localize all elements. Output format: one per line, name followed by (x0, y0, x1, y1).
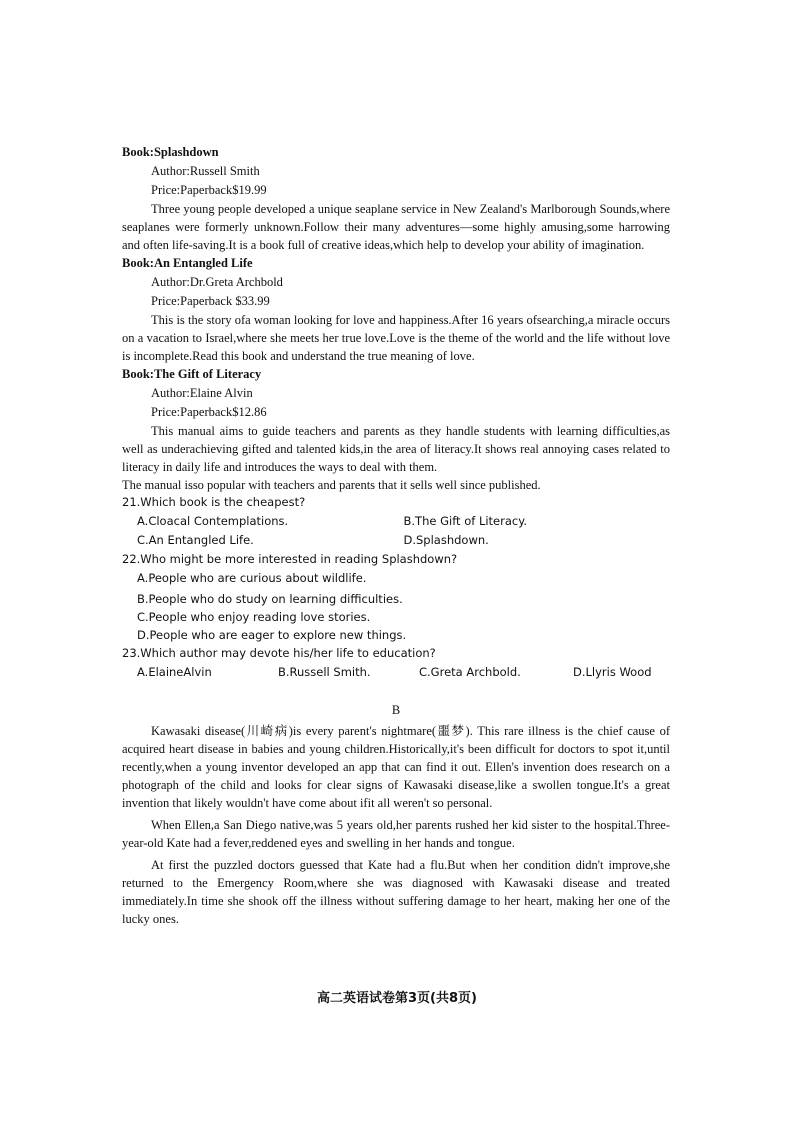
option-row (137, 532, 670, 549)
section-b (122, 703, 670, 928)
exam-page (122, 143, 670, 928)
option-b: B.People who do study on learning difficulties. (137, 592, 403, 606)
book-title: Book:Splashdown (122, 145, 219, 159)
option-c: C.People who enjoy reading love stories. (137, 610, 371, 624)
option-d: D.Llyris Wood (573, 665, 652, 679)
option-a: A.Cloacal Contemplations. (137, 514, 289, 528)
book-price: Price:Paperback$12.86 (151, 405, 267, 419)
book-entry (122, 254, 670, 365)
book-description-extra: The manual isso popular with teachers and parents that it sells well since published. (122, 478, 541, 492)
option-b: B.The Gift of Literacy. (403, 514, 528, 528)
passage-paragraph: Kawasaki disease(川崎病)is every parent's nightmare(噩梦). This rare illness is the chief cause of acquired heart disease in babies and young children.Historically,it's been difficult for doctors to spot it,until recently,when a young inventor developed an app that can find it out. Ellen's invention does research on a photograph of the child and looks for clear signs of Kawasaki disease,like a swollen tongue.It's a great invention that likely wouldn't have come about ifit all weren't so personal. (122, 724, 670, 810)
book-entry (122, 365, 670, 494)
book-price: Price:Paperback $33.99 (151, 294, 270, 308)
book-description: This is the story ofa woman looking for love and happiness.After 16 years ofsearching,a miracle occurs on a vacation to Israel,where she meets her true love.Love is the theme of the world and the life without love is incomplete.Read this book and understand the true meaning of love. (122, 313, 670, 363)
question-stem: 21.Which book is the cheapest? (122, 495, 306, 509)
option-c: C.An Entangled Life. (137, 533, 254, 547)
option-row (137, 513, 670, 530)
option-a: A.ElaineAlvin (137, 665, 212, 679)
question-21 (122, 494, 670, 549)
option-row (137, 664, 670, 681)
question-stem: 22.Who might be more interested in reading Splashdown? (122, 552, 458, 566)
question-stem: 23.Which author may devote his/her life to education? (122, 646, 436, 660)
option-d: D.Splashdown. (403, 533, 489, 547)
option-c: C.Greta Archbold. (419, 665, 521, 679)
book-title: Book:An Entangled Life (122, 256, 253, 270)
question-23 (122, 645, 670, 681)
book-author: Author:Dr.Greta Archbold (151, 275, 283, 289)
book-description: This manual aims to guide teachers and parents as they handle students with learning difficulties,as well as underachieving gifted and talented kids,in the area of literacy.It shows real annoying cases related to literacy in daily life and introduces the ways to deal with them. (122, 424, 670, 474)
option-a: A.People who are curious about wildlife. (137, 571, 367, 585)
passage-paragraph: At first the puzzled doctors guessed that Kate had a flu.But when her condition didn't improve,she returned to the Emergency Room,where she was diagnosed with Kawasaki disease and treated immediately.In time she shook off the illness without suffering damage to her heart, making her one of the lucky ones. (122, 858, 670, 926)
option-b: B.Russell Smith. (278, 665, 371, 679)
book-author: Author:Russell Smith (151, 164, 260, 178)
option-d: D.People who are eager to explore new things. (137, 628, 407, 642)
book-entry (122, 143, 670, 254)
passage-paragraph: When Ellen,a San Diego native,was 5 years old,her parents rushed her kid sister to the hospital.Three-year-old Kate had a fever,reddened eyes and swelling in her hands and tongue. (122, 818, 670, 850)
book-description: Three young people developed a unique seaplane service in New Zealand's Marlborough Sounds,where seaplanes were formerly unknown.Follow their many adventures—some highly amusing,some harrowing and often life-saving.It is a book full of creative ideas,which help to develop your ability of imagination. (122, 202, 670, 252)
book-title: Book:The Gift of Literacy (122, 367, 262, 381)
page-footer: 高二英语试卷第3页(共8页) (317, 991, 477, 1006)
section-label: B (391, 703, 401, 717)
question-22 (122, 551, 670, 643)
book-price: Price:Paperback$19.99 (151, 183, 267, 197)
book-author: Author:Elaine Alvin (151, 386, 253, 400)
